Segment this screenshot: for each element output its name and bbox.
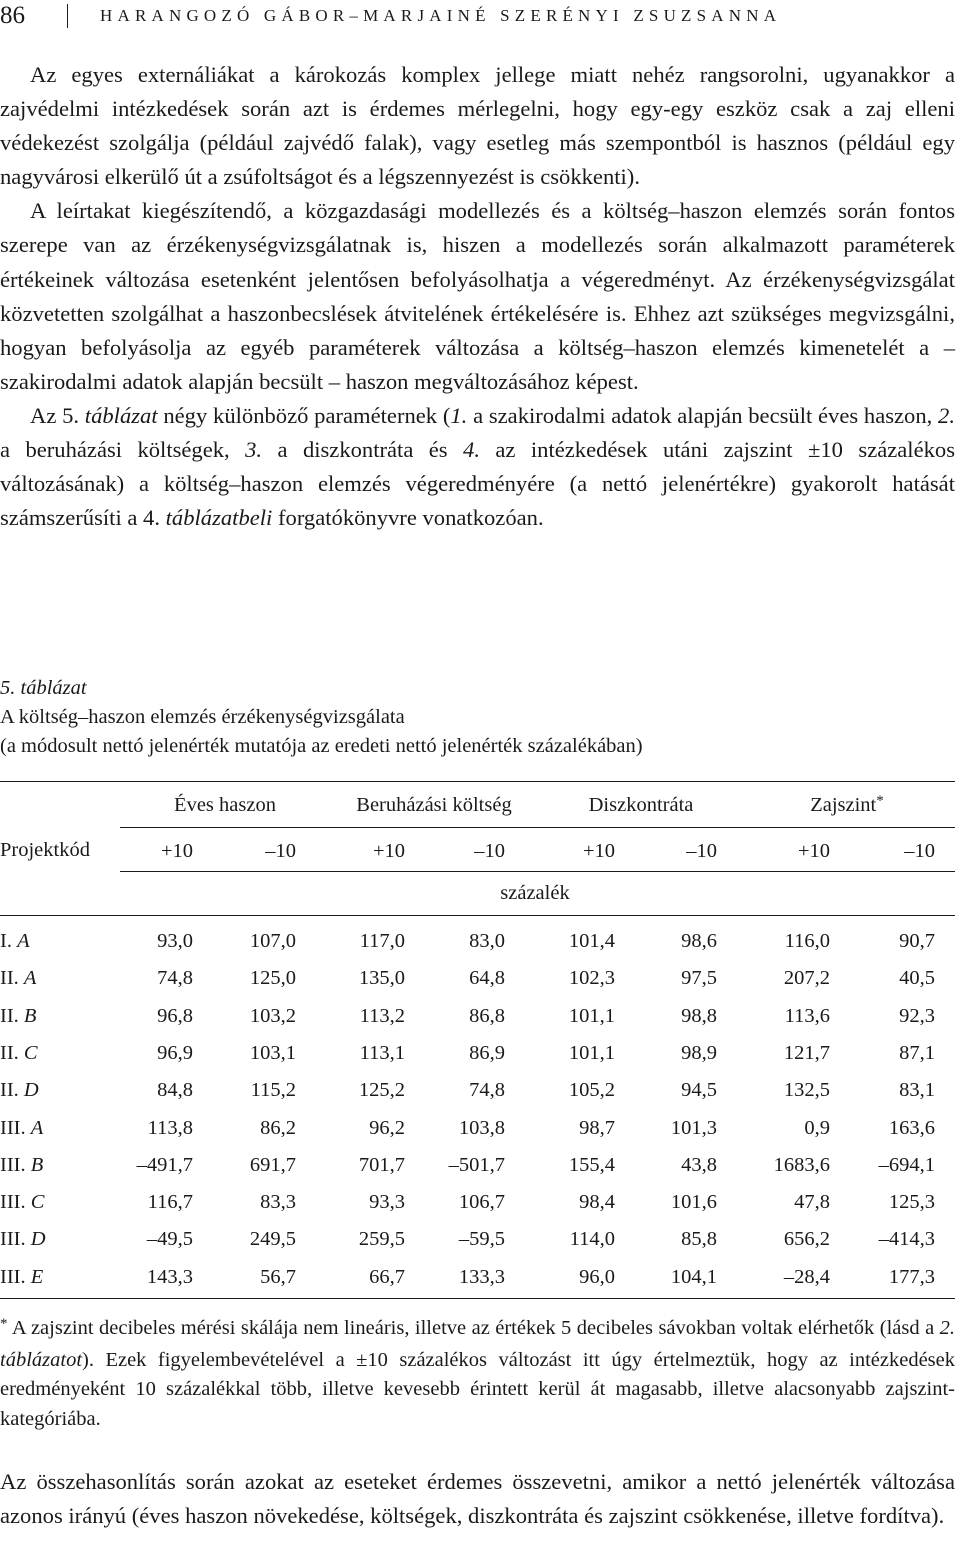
table-cell: 101,1 — [568, 1005, 615, 1027]
table-cell: 259,5 — [358, 1228, 405, 1250]
table-cell: 135,0 — [358, 967, 405, 989]
paragraph: A leírtakat kiegészítendő, a közgazdasági modellezés és a költség–haszon elemzés során fontos szerepe van az érzékenységvizsgálatnak is, hiszen a modellezés során alkalmazott paraméterek értékeinek változása esetenként jelentősen befolyásolhatja a végeredményt. Az érzékenységvizsgálat közvetetten szolgálhat a haszonbecslések átvitelének értékelésére is. Ehhez azt szükséges megvizsgálni, hogyan befolyásolja az egyéb paraméterek változása a költség–haszon elemzés kimenetelét a – szakirodalmi adatok alapján becsült – haszon megváltozásához képest. — [0, 198, 955, 394]
table-cell: 83,1 — [899, 1079, 935, 1101]
table-cell: 133,3 — [458, 1266, 505, 1288]
column-subheader: +10 — [582, 840, 615, 862]
table-cell: –28,4 — [783, 1266, 830, 1288]
table-cell: 83,3 — [260, 1191, 296, 1213]
table-cell: –59,5 — [458, 1228, 505, 1250]
table-cell: 132,5 — [783, 1079, 830, 1101]
table-cell: 74,8 — [157, 967, 193, 989]
project-code: II. A — [0, 967, 37, 989]
table-subtitle: (a módosult nettó jelenérték mutatója az eredeti nettó jelenérték százalékában) — [0, 735, 643, 757]
table-cell: 87,1 — [899, 1042, 935, 1064]
table-cell: 125,2 — [358, 1079, 405, 1101]
table-cell: 125,0 — [249, 967, 296, 989]
table-cell: 101,6 — [670, 1191, 717, 1213]
table-cell: 66,7 — [369, 1266, 405, 1288]
table-cell: 113,8 — [147, 1117, 193, 1139]
column-subheader: +10 — [372, 840, 405, 862]
table-cell: 86,8 — [469, 1005, 505, 1027]
table-cell: 96,2 — [369, 1117, 405, 1139]
table-cell: 155,4 — [568, 1154, 615, 1176]
running-head: HARANGOZÓ GÁBOR–MARJAINÉ SZERÉNYI ZSUZSANNA — [100, 6, 782, 25]
table-cell: 101,3 — [670, 1117, 717, 1139]
table-cell: 102,3 — [568, 967, 615, 989]
table-cell: 90,7 — [899, 930, 935, 952]
table-cell: 113,2 — [359, 1005, 405, 1027]
table-cell: 97,5 — [681, 967, 717, 989]
table-cell: –49,5 — [146, 1228, 193, 1250]
table-cell: 74,8 — [469, 1079, 505, 1101]
table-cell: 47,8 — [794, 1191, 830, 1213]
column-subheader: +10 — [797, 840, 830, 862]
group-header-noise-level: Zajszint* — [810, 793, 884, 816]
table-cell: 1683,6 — [773, 1154, 830, 1176]
column-subheader: –10 — [904, 840, 935, 862]
table-cell: 163,6 — [888, 1117, 935, 1139]
unit-label: százalék — [500, 882, 570, 904]
table-cell: 43,8 — [681, 1154, 717, 1176]
table-cell: 105,2 — [568, 1079, 615, 1101]
project-code: II. C — [0, 1042, 38, 1064]
table-cell: 104,1 — [670, 1266, 717, 1288]
table-cell: 125,3 — [888, 1191, 935, 1213]
project-code: I. A — [0, 930, 30, 952]
table-cell: 101,4 — [568, 930, 615, 952]
table-cell: 98,9 — [681, 1042, 717, 1064]
column-subheader: –10 — [474, 840, 505, 862]
group-header-investment-cost: Beruházási költség — [356, 794, 512, 816]
table-cell: 56,7 — [260, 1266, 296, 1288]
table-footnote: * A zajszint decibeles mérési skálája nem lineáris, illetve az értékek 5 decibeles sávokban voltak elérhetők (lásd a 2. táblázatot). Ezek figyelembevételével a ±10 százalékos változást itt úgy értelmeztük, hogy az intézkedések eredményeként 10 százalékkal több, illetve kevesebb érintett kerül át magasabb, illetve alacsonyabb zajszint-kategóriába. — [0, 1316, 955, 1430]
table-number: 5. táblázat — [0, 677, 87, 699]
table-cell: 93,0 — [157, 930, 193, 952]
table-title: A költség–haszon elemzés érzékenységvizsgálata — [0, 706, 405, 728]
table-cell: 98,7 — [579, 1117, 615, 1139]
table-cell: 86,9 — [469, 1042, 505, 1064]
row-header-label: Projektkód — [0, 839, 90, 861]
table-cell: –414,3 — [878, 1228, 935, 1250]
project-code: II. B — [0, 1005, 37, 1027]
group-header-discount-rate: Diszkontráta — [588, 794, 694, 816]
table-cell: 93,3 — [369, 1191, 405, 1213]
table-cell: 98,4 — [579, 1191, 615, 1213]
table-cell: 96,0 — [579, 1266, 615, 1288]
page-number: 86 — [0, 2, 25, 29]
table-cell: 691,7 — [249, 1154, 296, 1176]
table-cell: 115,2 — [250, 1079, 296, 1101]
table-cell: 117,0 — [359, 930, 405, 952]
project-code: III. E — [0, 1266, 44, 1288]
table-cell: 143,3 — [146, 1266, 193, 1288]
table-cell: 656,2 — [783, 1228, 830, 1250]
table-cell: 40,5 — [899, 967, 935, 989]
paragraph: Az összehasonlítás során azokat az eseteket érdemes összevetni, amikor a nettó jelenérték változása azonos irányú (éves haszon növekedése, költségek, diszkontráta és zajszint csökkenése, illetve fordítva). — [0, 1469, 955, 1529]
table-cell: 98,6 — [681, 930, 717, 952]
table-cell: 107,0 — [249, 930, 296, 952]
table-cell: 121,7 — [783, 1042, 830, 1064]
project-code: III. A — [0, 1117, 44, 1139]
table-cell: 249,5 — [249, 1228, 296, 1250]
footnote-marker: * — [0, 1316, 8, 1332]
column-subheader: –10 — [686, 840, 717, 862]
project-code: II. D — [0, 1079, 39, 1101]
table-cell: 92,3 — [899, 1005, 935, 1027]
table-cell: 106,7 — [458, 1191, 505, 1213]
table-cell: 98,8 — [681, 1005, 717, 1027]
header-bottom-rule — [0, 915, 955, 916]
table-cell: 701,7 — [358, 1154, 405, 1176]
table-cell: –694,1 — [878, 1154, 935, 1176]
table-caption — [0, 674, 643, 761]
project-code: III. B — [0, 1154, 44, 1176]
table-cell: 84,8 — [157, 1079, 193, 1101]
paragraph: Az 5. táblázat négy különböző paraméternek (1. a szakirodalmi adatok alapján becsült éves haszon, 2. a beruházási költségek, 3. a diszkontráta és 4. az intézkedések utáni zajszint ±10 százalékos változásának) a költség–haszon elemzés végeredményére (a nettó jelenértékre) gyakorolt hatását számszerűsíti a 4. táblázatbeli forgatókönyvre vonatkozóan. — [0, 402, 955, 531]
table-cell: 113,6 — [784, 1005, 830, 1027]
column-subheader: –10 — [265, 840, 296, 862]
table-cell: 103,8 — [458, 1117, 505, 1139]
body-text-top — [0, 58, 955, 535]
table-cell: 0,9 — [804, 1117, 830, 1139]
column-subheader: +10 — [160, 840, 193, 862]
subheader-rule — [120, 871, 955, 872]
group-header-annual-benefit: Éves haszon — [174, 794, 276, 816]
table-cell: 86,2 — [260, 1117, 296, 1139]
project-code: III. D — [0, 1228, 46, 1250]
table-cell: 114,0 — [569, 1228, 615, 1250]
table-bottom-rule — [0, 1298, 955, 1299]
table-cell: 64,8 — [469, 967, 505, 989]
page-header — [0, 0, 960, 40]
group-header-rule — [120, 827, 955, 828]
table-cell: 94,5 — [681, 1079, 717, 1101]
paragraph: Az egyes externáliákat a károkozás komplex jellege miatt nehéz rangsorolni, ugyanakkor a zajvédelmi intézkedések során azt is érdemes mérlegelni, hogy egy-egy eszköz csak a zaj elleni védekezést szolgálja (például zajvédő falak), vagy esetleg más szempontból is hasznos (például egy nagyvárosi elkerülő út a zsúfoltságot és a légszennyezést is csökkenti). — [0, 62, 955, 190]
table-cell: –491,7 — [136, 1154, 193, 1176]
table-top-rule — [0, 781, 955, 782]
table-cell: 116,0 — [784, 930, 830, 952]
body-text-bottom — [0, 1465, 955, 1533]
table-cell: 103,1 — [249, 1042, 296, 1064]
table-cell: –501,7 — [448, 1154, 505, 1176]
table-cell: 116,7 — [147, 1191, 193, 1213]
table-cell: 96,8 — [157, 1005, 193, 1027]
table-cell: 83,0 — [469, 930, 505, 952]
table-cell: 85,8 — [681, 1228, 717, 1250]
table-cell: 113,1 — [359, 1042, 405, 1064]
table-cell: 207,2 — [783, 967, 830, 989]
header-divider — [67, 4, 68, 28]
table-cell: 101,1 — [568, 1042, 615, 1064]
table-cell: 103,2 — [249, 1005, 296, 1027]
table-cell: 177,3 — [888, 1266, 935, 1288]
table-cell: 96,9 — [157, 1042, 193, 1064]
project-code: III. C — [0, 1191, 45, 1213]
